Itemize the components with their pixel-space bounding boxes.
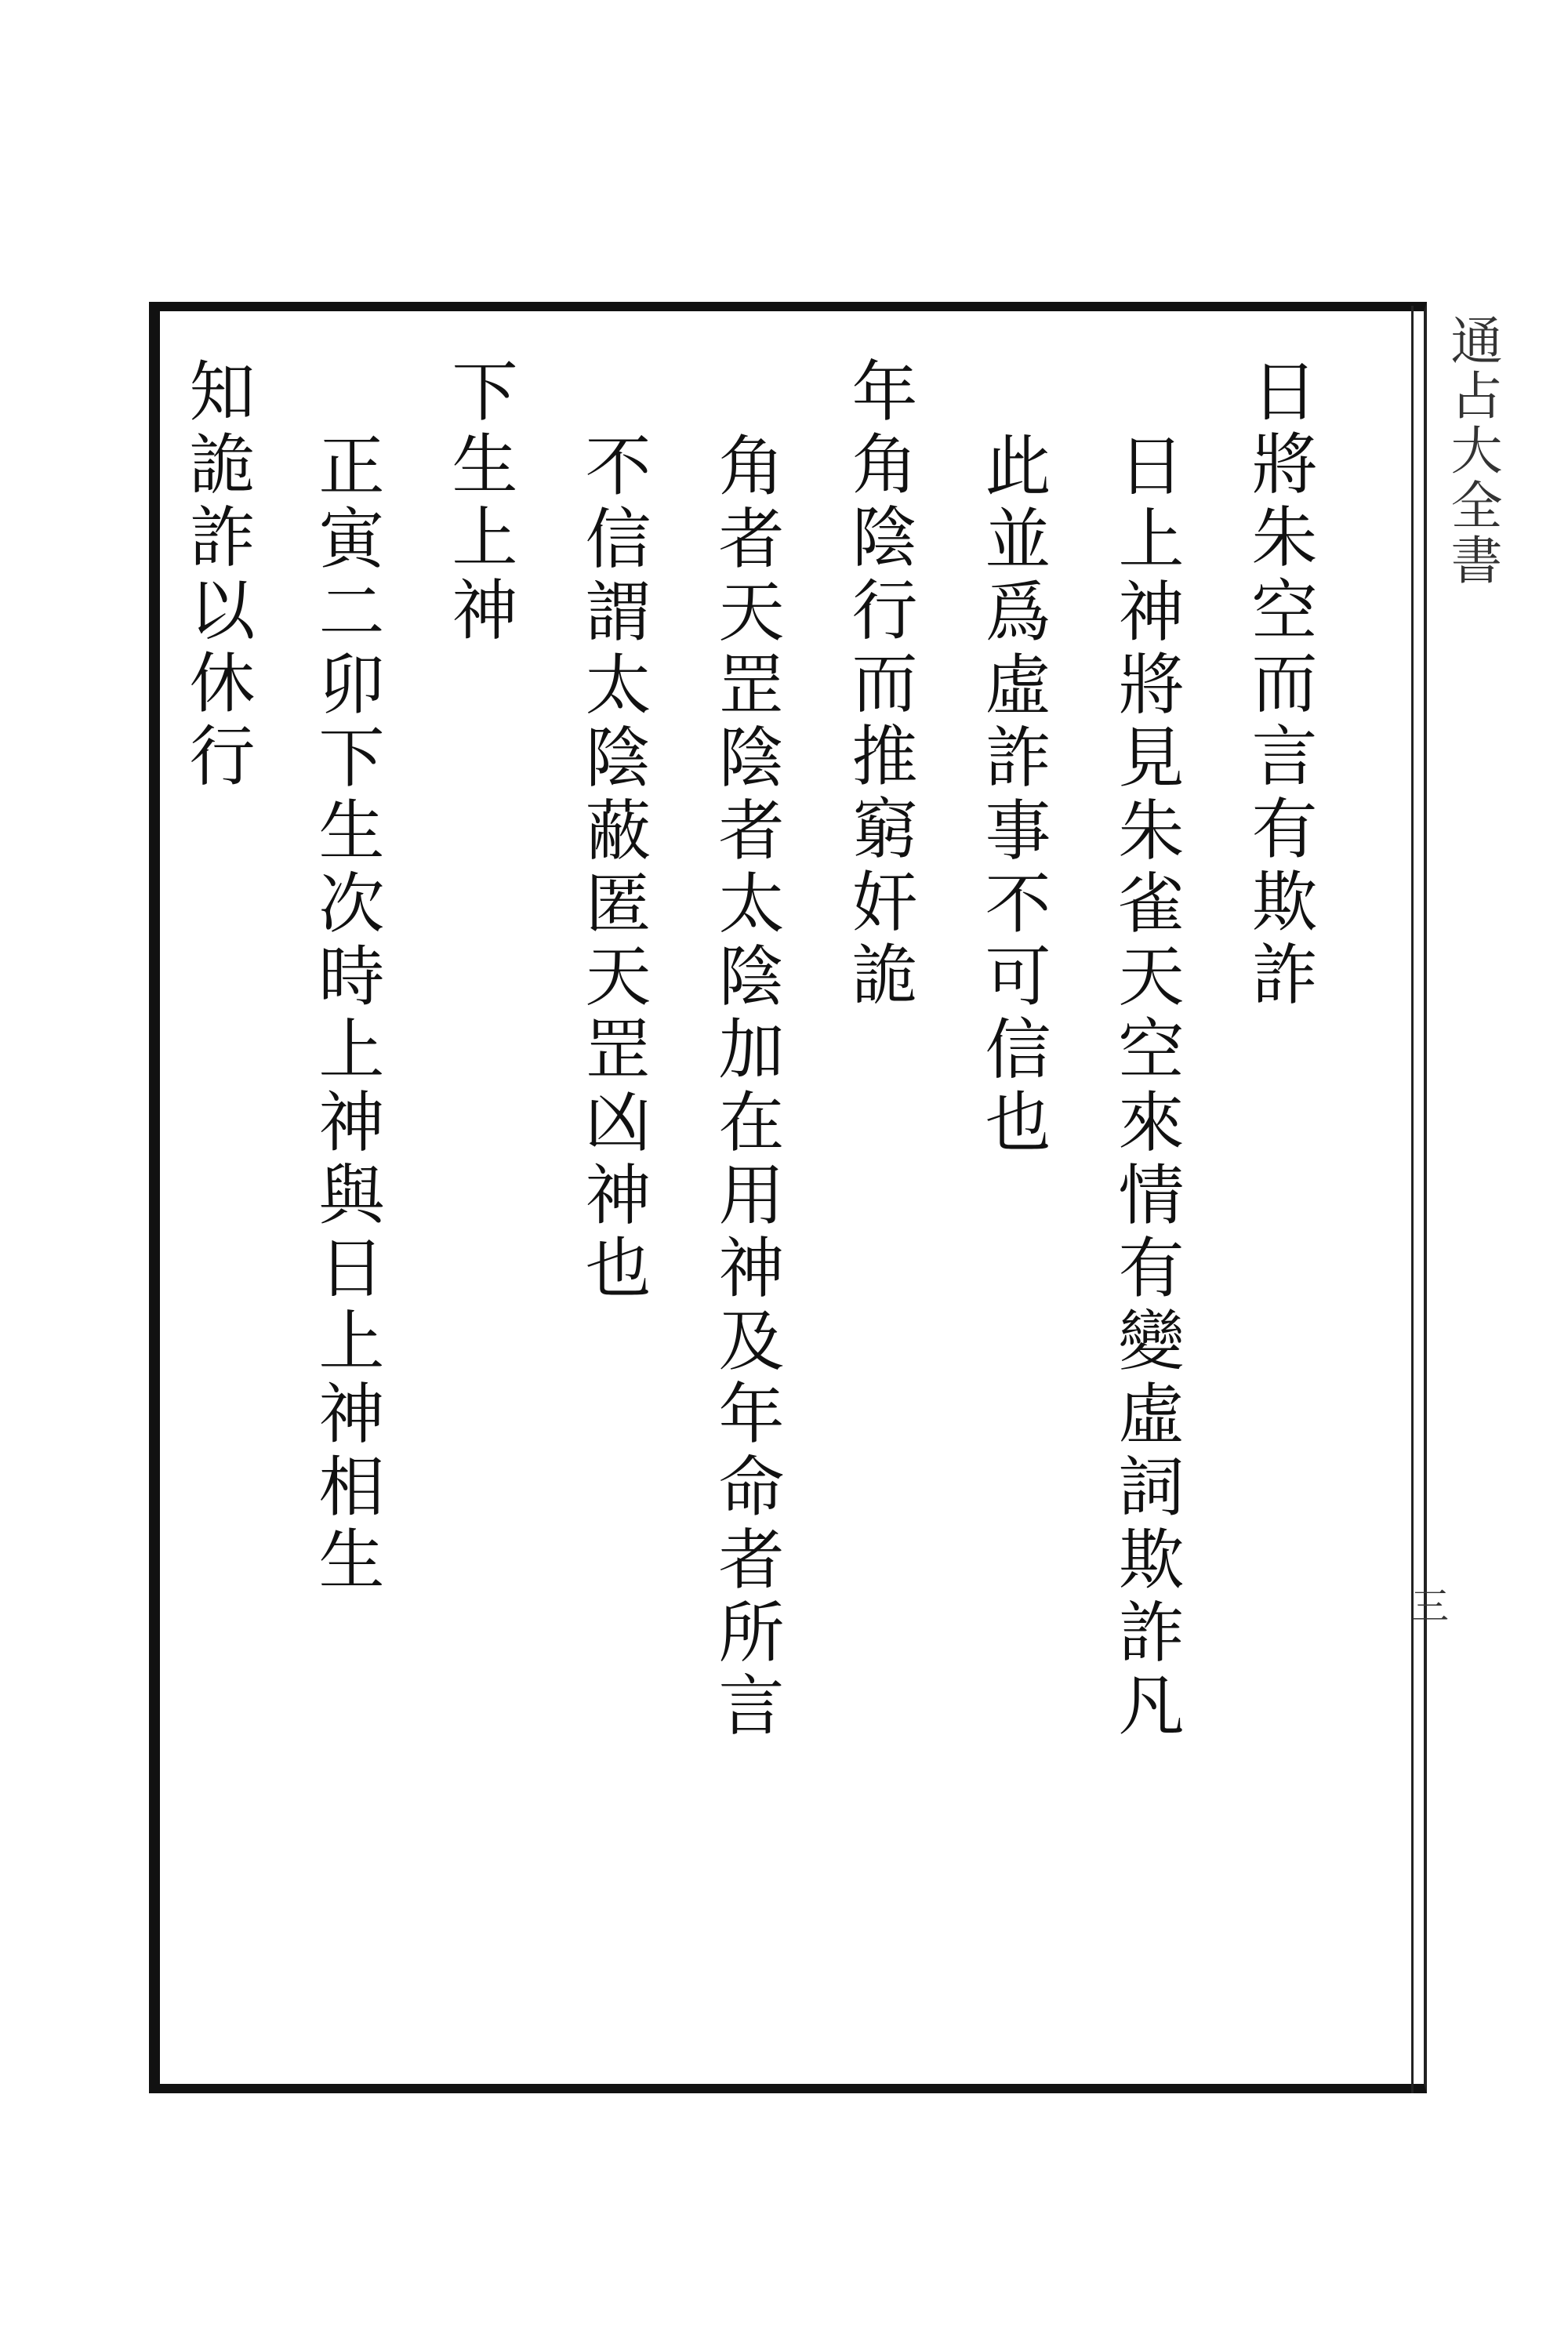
text-column-2: 日上神將見朱雀天空來情有變虛詞欺詐凡 (1108, 431, 1185, 1744)
text-column-5: 角者天罡陰者太陰加在用神及年命者所言 (708, 431, 785, 1744)
center-fold-line (1411, 306, 1431, 2093)
text-column-1: 日將朱空而言有欺詐 (1241, 357, 1318, 1013)
edge-page-number: 三 (1411, 1584, 1450, 1628)
text-column-3: 此並爲虛詐事不可信也 (975, 431, 1051, 1160)
text-column-8: 正寅二卯下生次時上神與日上神相生 (308, 431, 385, 1598)
text-column-4: 年角陰行而推窮奸詭 (841, 357, 918, 1013)
text-column-6: 不信謂太陰蔽匿天罡凶神也 (575, 431, 652, 1306)
text-column-7: 下生上神 (441, 357, 518, 648)
text-column-9: 知詭詐以休行 (179, 357, 256, 794)
edge-title: 通占大全書 (1442, 314, 1502, 588)
